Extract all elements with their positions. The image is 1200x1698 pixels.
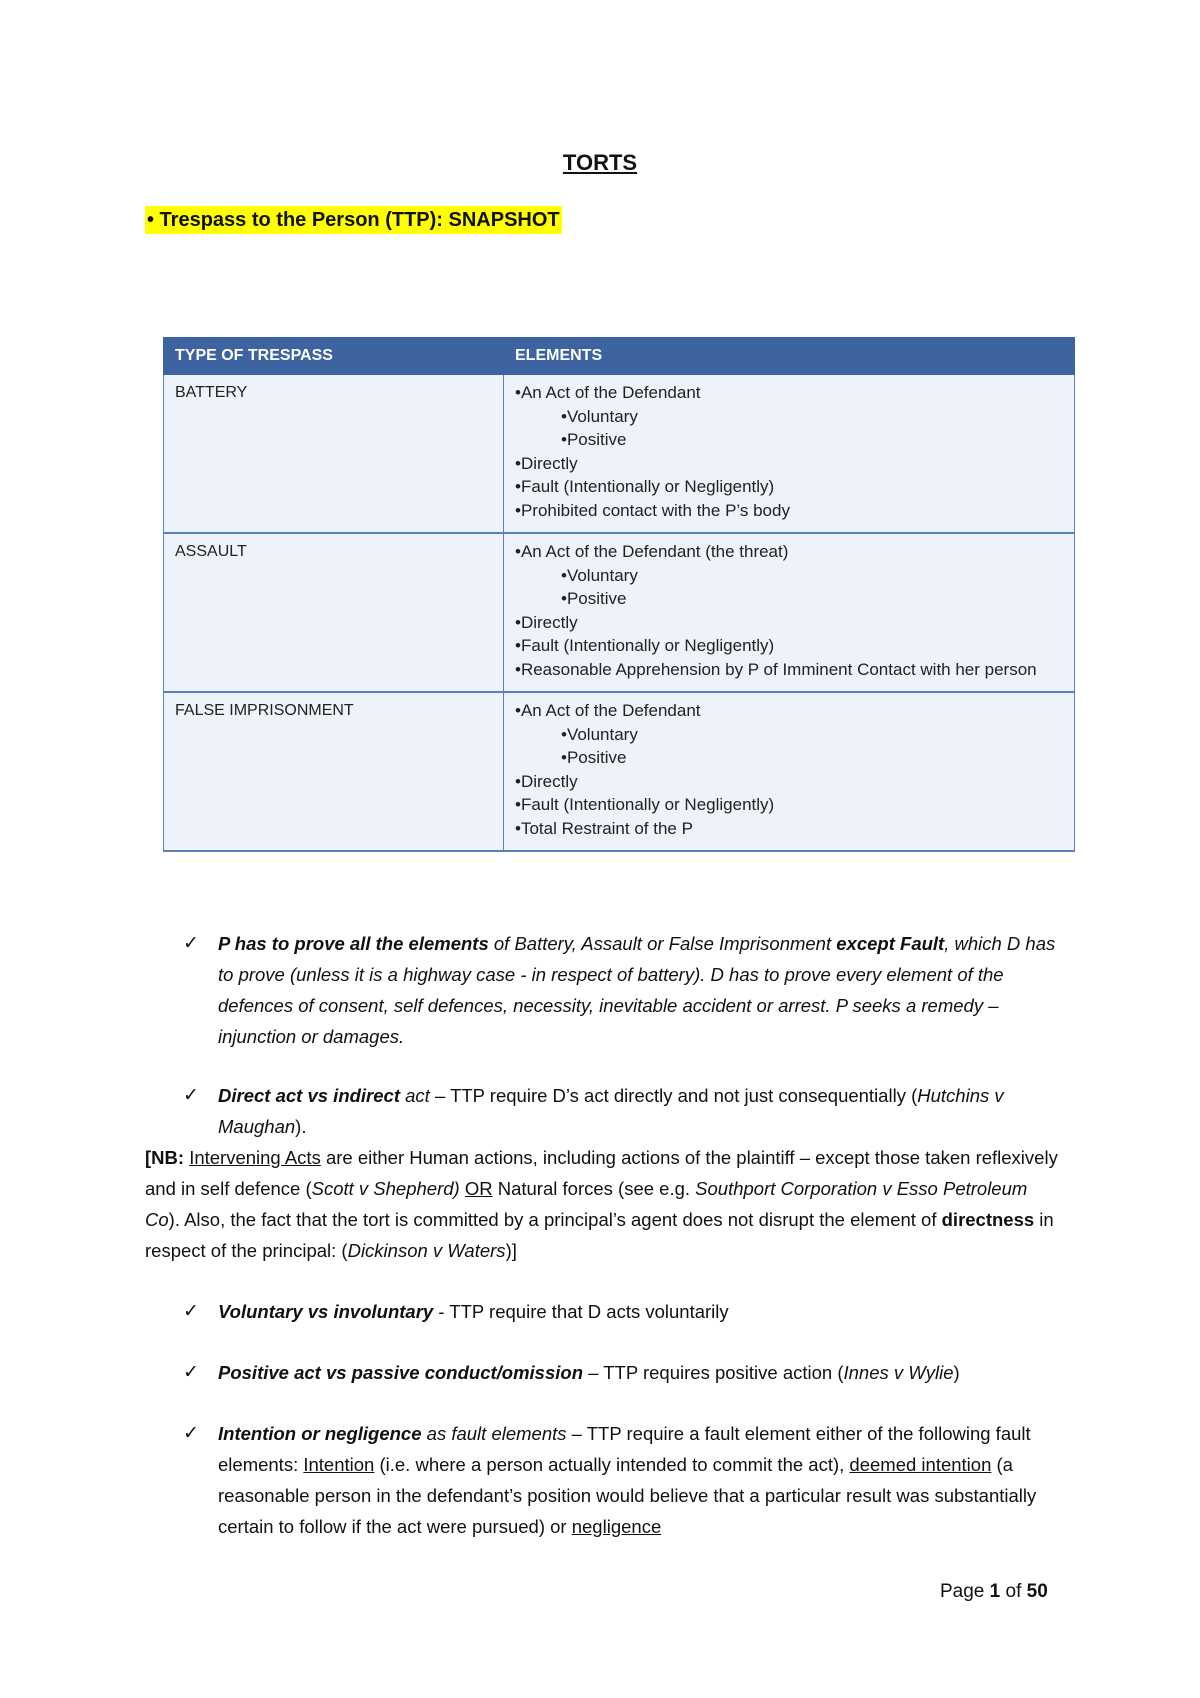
note-text: Intention or negligence <box>218 1423 422 1444</box>
element-item: •Directly <box>515 612 578 632</box>
note-text: Positive act vs passive conduct/omission <box>218 1362 583 1383</box>
page-label: Page <box>940 1581 990 1602</box>
element-item: •An Act of the Defendant <box>515 701 701 720</box>
note-text: – TTP require D’s act directly and not just consequentially ( <box>429 1085 918 1106</box>
nb-label: [NB: <box>145 1147 190 1168</box>
note-text: , which D has to prove (unless it is a highway case - in respect of battery). D has to prove every element of the defences of consent, self defences, necessity, inevitable accident or arrest. P seeks a remedy – injunction or damages. <box>218 933 1056 1047</box>
checkmark-icon: ✓ <box>183 933 199 954</box>
list-item <box>145 1357 1065 1388</box>
elements-cell <box>504 692 1075 851</box>
trespass-type-cell: ASSAULT <box>164 533 504 692</box>
note-text: ) <box>953 1362 960 1383</box>
trespass-table <box>163 337 1075 852</box>
note-text: - TTP require that D acts voluntarily <box>433 1301 729 1322</box>
note-text: (a reasonable person in the defendant’s position would believe that a particular result was substantially certain to follow if the act were pursued) or <box>218 1454 1037 1537</box>
total-pages: 50 <box>1026 1581 1048 1602</box>
elements-cell <box>504 375 1075 534</box>
note-text: are either Human actions, including actions of the plaintiff – except those taken reflexively and in self defence ( <box>145 1147 1058 1199</box>
page-number: 1 <box>989 1581 1001 1602</box>
section-heading: • Trespass to the Person (TTP): SNAPSHOT <box>145 206 562 234</box>
header-elements: ELEMENTS <box>504 338 1075 375</box>
note-text: negligence <box>571 1516 662 1537</box>
element-item: •Fault (Intentionally or Negligently) <box>515 477 775 496</box>
page-footer <box>940 1581 1048 1603</box>
note-text: OR <box>464 1178 493 1199</box>
table-header-row <box>164 338 1075 375</box>
note-text: Direct act vs indirect <box>218 1085 400 1106</box>
note-text: in respect of the principal: ( <box>145 1209 1054 1261</box>
of-label: of <box>1000 1581 1027 1602</box>
note-text: P has to prove all the elements <box>218 933 489 954</box>
sub-element-item: •Voluntary <box>561 565 638 585</box>
checkmark-icon: ✓ <box>183 1085 199 1106</box>
element-item: •Fault (Intentionally or Negligently) <box>515 795 775 814</box>
document-title: TORTS <box>562 150 638 175</box>
case-citation: Scott v Shepherd) <box>311 1178 460 1199</box>
checkmark-icon: ✓ <box>183 1362 199 1383</box>
note-text: ). Also, the fact that the tort is committed by a principal’s agent does not disrupt the element of <box>168 1209 942 1230</box>
note-text: Intention <box>303 1454 375 1475</box>
table-row <box>164 692 1075 851</box>
sub-element-item: •Voluntary <box>561 406 638 426</box>
trespass-type-cell: FALSE IMPRISONMENT <box>164 692 504 851</box>
note-text: Voluntary vs involuntary <box>218 1301 434 1322</box>
note-text: Intervening Acts <box>189 1147 321 1168</box>
note-text: Natural forces (see e.g. <box>492 1178 696 1199</box>
sub-element-item: •Positive <box>561 748 627 767</box>
element-item: •Prohibited contact with the P’s body <box>515 500 790 520</box>
element-item: •Directly <box>515 453 578 473</box>
note-text: – TTP requires positive action ( <box>583 1362 844 1383</box>
note-text: directness <box>941 1209 1035 1230</box>
notes-checklist <box>145 928 1065 1542</box>
note-text: as fault elements <box>421 1423 567 1444</box>
note-text: except Fault <box>836 933 945 954</box>
list-item <box>145 1418 1065 1542</box>
element-item: •An Act of the Defendant <box>515 383 701 402</box>
element-item: •Total Restraint of the P <box>515 818 693 838</box>
element-item: •An Act of the Defendant (the threat) <box>515 542 789 561</box>
list-item <box>145 1080 1065 1142</box>
element-item: •Fault (Intentionally or Negligently) <box>515 636 775 655</box>
case-citation: Innes v Wylie <box>843 1362 954 1383</box>
note-text: )] <box>505 1240 517 1261</box>
note-text: act <box>400 1085 430 1106</box>
header-type-of-trespass: TYPE OF TRESPASS <box>164 338 504 375</box>
sub-element-item: •Positive <box>561 430 627 449</box>
elements-cell <box>504 533 1075 692</box>
sub-element-item: •Positive <box>561 589 627 608</box>
list-item <box>145 1296 1065 1327</box>
element-item: •Directly <box>515 771 578 791</box>
case-citation: Dickinson v Waters <box>347 1240 506 1261</box>
nb-paragraph <box>145 1142 1065 1266</box>
note-text: – TTP require a fault element either of the following fault elements: <box>218 1423 1031 1475</box>
trespass-type-cell: BATTERY <box>164 375 504 534</box>
list-item <box>145 928 1065 1052</box>
table-row <box>164 375 1075 534</box>
element-item: •Reasonable Apprehension by P of Imminent Contact with her person <box>515 659 1037 679</box>
sub-element-item: •Voluntary <box>561 724 638 744</box>
note-text: (i.e. where a person actually intended to commit the act), <box>374 1454 850 1475</box>
checkmark-icon: ✓ <box>183 1423 199 1444</box>
table-row <box>164 533 1075 692</box>
case-citation: Southport Corporation v Esso Petroleum Co <box>145 1178 1028 1230</box>
case-citation: Hutchins v Maughan <box>218 1085 1004 1137</box>
checkmark-icon: ✓ <box>183 1301 199 1322</box>
note-text: of Battery, Assault or False Imprisonment <box>488 933 837 954</box>
note-text: ). <box>295 1116 307 1137</box>
note-text: deemed intention <box>849 1454 992 1475</box>
